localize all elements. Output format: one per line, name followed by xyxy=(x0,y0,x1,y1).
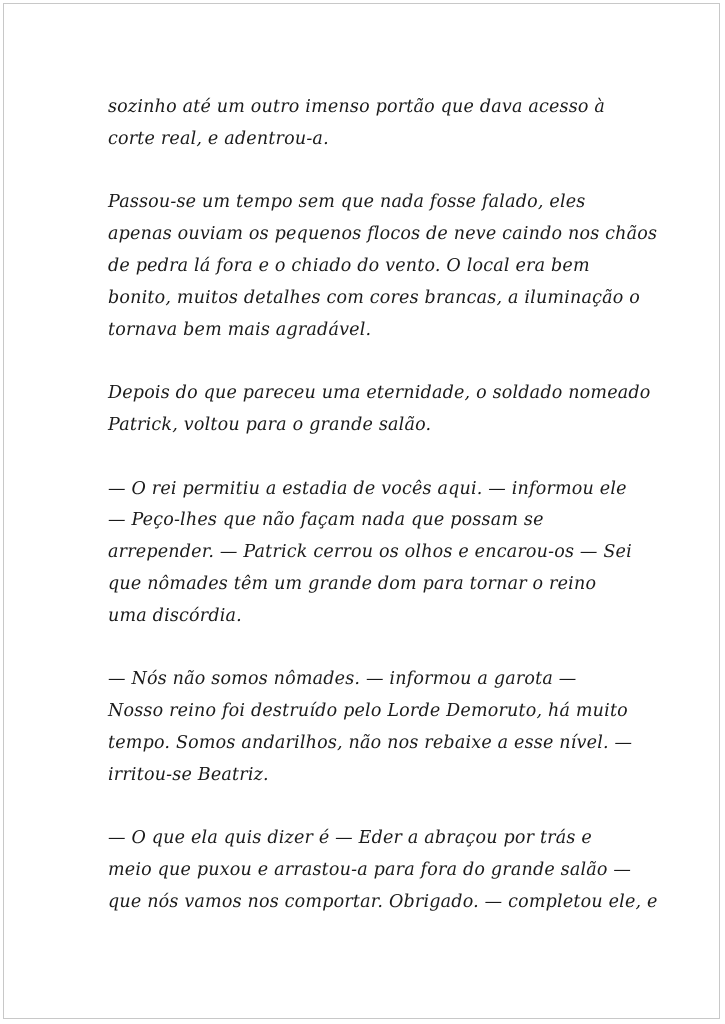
text-line: arrepender. — Patrick cerrou os olhos e encarou-os — Sei xyxy=(108,542,632,563)
paragraph xyxy=(108,664,633,791)
text-line: Depois do que pareceu uma eternidade, o soldado nomeado xyxy=(108,383,651,404)
document-page xyxy=(3,3,720,1019)
paragraph xyxy=(108,92,628,156)
text-line: — O que ela quis dizer é — Eder a abraçou por trás e xyxy=(108,828,592,849)
paragraph xyxy=(108,823,658,918)
paragraph xyxy=(108,187,658,346)
paragraph-gap xyxy=(108,633,628,665)
paragraph xyxy=(108,474,632,633)
text-line: corte real, e adentrou-a. xyxy=(108,128,329,149)
text-line: — O rei permitiu a estadia de vocês aqui. — informou ele xyxy=(108,478,627,499)
text-line: Patrick, voltou para o grande salão. xyxy=(108,414,432,435)
text-line: que nós vamos nos comportar. Obrigado. — completou ele, e xyxy=(108,891,658,912)
text-line: que nômades têm um grande dom para tornar o reino xyxy=(108,573,597,594)
text-line: tornava bem mais agradável. xyxy=(108,319,372,340)
text-line: uma discórdia. xyxy=(108,605,242,626)
page-text xyxy=(108,92,658,919)
paragraph xyxy=(108,378,651,442)
text-line: de pedra lá fora e o chiado do vento. O local era bem xyxy=(108,255,590,276)
paragraph-gap xyxy=(108,442,628,474)
paragraph-gap xyxy=(108,156,628,188)
text-line: bonito, muitos detalhes com cores brancas, a iluminação o xyxy=(108,287,640,308)
text-line: — Peço-lhes que não façam nada que possam se xyxy=(108,510,544,531)
text-line: irritou-se Beatriz. xyxy=(108,764,269,785)
text-line: tempo. Somos andarilhos, não nos rebaixe a esse nível. — xyxy=(108,732,633,753)
text-line: Passou-se um tempo sem que nada fosse falado, eles xyxy=(108,192,586,213)
text-line: meio que puxou e arrastou-a para fora do grande salão — xyxy=(108,860,632,881)
paragraph-gap xyxy=(108,792,628,824)
text-line: sozinho até um outro imenso portão que dava acesso à xyxy=(108,97,606,117)
paragraph-gap xyxy=(108,346,628,378)
text-line: apenas ouviam os pequenos flocos de neve caindo nos chãos xyxy=(108,224,658,245)
text-line: Nosso reino foi destruído pelo Lorde Demoruto, há muito xyxy=(108,701,628,722)
text-line: — Nós não somos nômades. — informou a garota — xyxy=(108,669,577,690)
